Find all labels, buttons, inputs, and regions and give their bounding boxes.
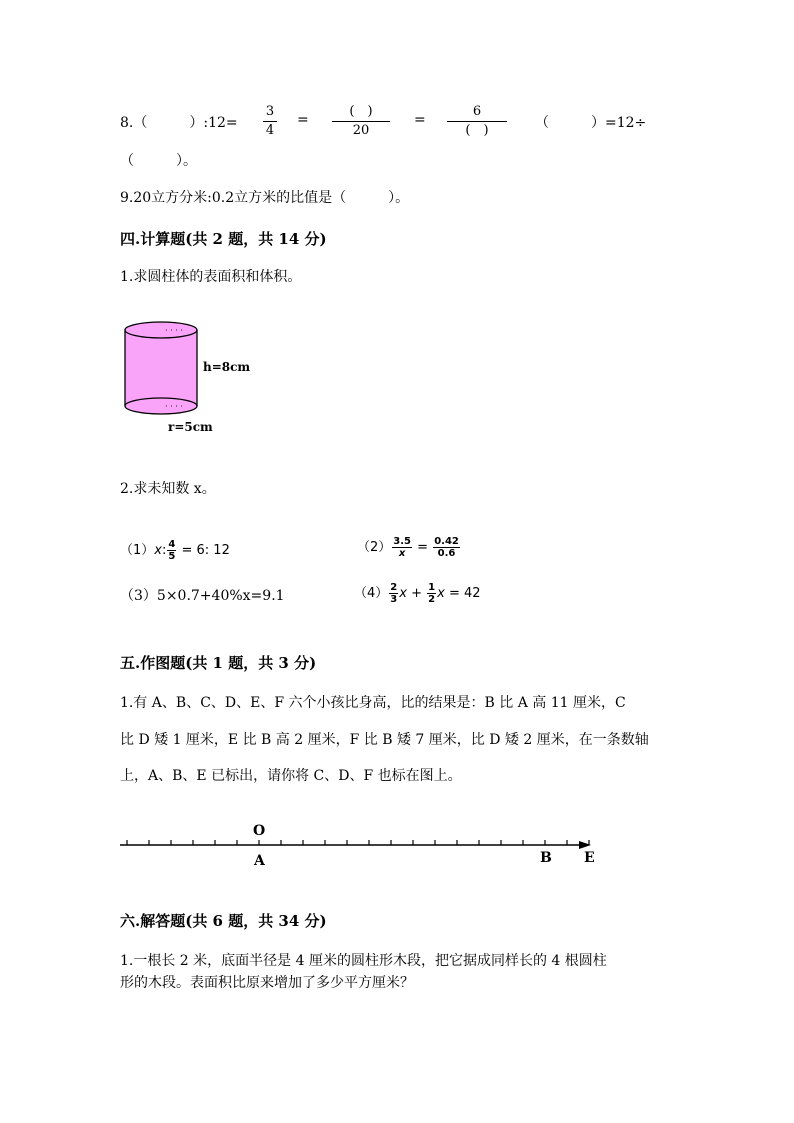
equation-4: （4） $\frac{2}{3}$ x + $\frac{1}{2}$ x = 42 <box>354 582 481 605</box>
eq2-fraction-left: $\frac{3.5}{x}$ <box>393 536 411 559</box>
eq4-prefix: （4） <box>354 586 389 601</box>
cylinder-radius-label: r=5cm <box>168 420 213 434</box>
number-line <box>115 815 605 875</box>
q9-text: 9.20立方分米:0.2立方米的比值是（ ）。 <box>120 190 410 206</box>
cylinder-bottom-ellipse <box>125 398 197 414</box>
s6-line2: 形的木段。表面积比原来增加了多少平方厘米？ <box>120 975 414 991</box>
q8-frac3-numerator: 6 <box>472 104 482 119</box>
eq1-rhs: = 6: 12 <box>181 543 230 558</box>
s5-line3: 上，A、B、E 已标出，请你将 C、D、F 也标在图上。 <box>120 768 462 784</box>
q8-frac2-numerator: ( ) <box>349 104 373 119</box>
fraction-bar <box>263 121 277 122</box>
s5-line2: 比 D 矮 1 厘米，E 比 B 高 2 厘米，F 比 B 矮 7 厘米，比 D 矮 2 厘米，在一条数轴 <box>120 732 649 748</box>
cylinder-height-label: h=8cm <box>203 360 251 374</box>
q8-frac3-denominator: ( ) <box>465 123 489 138</box>
q8-equals-2: = <box>414 112 426 128</box>
s6-line1: 1.一根长 2 米，底面半径是 4 厘米的圆柱形木段，把它据成同样长的 4 根圆柱 <box>120 953 607 969</box>
q8-frac1-numerator: 3 <box>265 104 275 119</box>
fraction-bar <box>332 121 390 122</box>
cylinder-top-dots: · · · · <box>165 326 183 335</box>
eq2-prefix: （2） <box>357 540 392 555</box>
section-5-title: 五.作图题(共 1 题，共 3 分) <box>120 654 317 672</box>
s5-line1: 1.有 A、B、C、D、E、F 六个小孩比身高，比的结果是：B 比 A 高 11 厘米，C <box>120 695 626 711</box>
q8-part-right: （ ）=12÷ <box>535 115 647 131</box>
eq1-fraction: $\frac{4}{5}$ <box>168 539 176 562</box>
eq4-fraction-2: $\frac{1}{2}$ <box>428 582 436 605</box>
q8-part1: 8.（ ）:12= <box>120 115 238 131</box>
section-6-title: 六.解答题(共 6 题，共 34 分) <box>120 912 327 930</box>
q8-equals-1: = <box>297 112 309 128</box>
equation-1 <box>120 539 230 562</box>
q8-line2: （ ）。 <box>120 153 197 169</box>
equation-2 <box>357 536 461 559</box>
cylinder-body <box>125 330 197 406</box>
eq2-fraction-right: $\frac{0.42}{0.6}$ <box>434 536 459 559</box>
cylinder-bottom-dots: · · · · <box>165 402 183 411</box>
s4-q2-text: 2.求未知数 x。 <box>120 481 216 497</box>
eq2-equals: = <box>417 540 429 555</box>
eq1-prefix: （1） <box>120 543 155 558</box>
q8-fraction-1 <box>263 104 277 139</box>
number-line-label-b: B <box>540 850 552 866</box>
eq1-colon: : <box>161 543 167 558</box>
q8-frac2-denominator: 20 <box>352 123 370 138</box>
eq1-var: x <box>154 543 162 558</box>
s4-q1-text: 1.求圆柱体的表面积和体积。 <box>120 269 302 285</box>
cylinder-top-ellipse <box>125 322 197 338</box>
number-line-origin-label: O <box>253 823 266 839</box>
equation-3: （3）5×0.7+40%x=9.1 <box>120 588 285 604</box>
q8-fraction-2 <box>332 104 390 139</box>
cylinder-figure <box>115 315 255 440</box>
eq4-fraction-1: $\frac{2}{3}$ <box>390 582 398 605</box>
fraction-bar <box>447 121 507 122</box>
section-4-title: 四.计算题(共 2 题，共 14 分) <box>120 230 327 248</box>
q8-fraction-3 <box>447 104 507 139</box>
number-line-label-e: E <box>584 850 595 866</box>
number-line-label-a: A <box>254 853 265 869</box>
q8-frac1-denominator: 4 <box>265 123 275 138</box>
